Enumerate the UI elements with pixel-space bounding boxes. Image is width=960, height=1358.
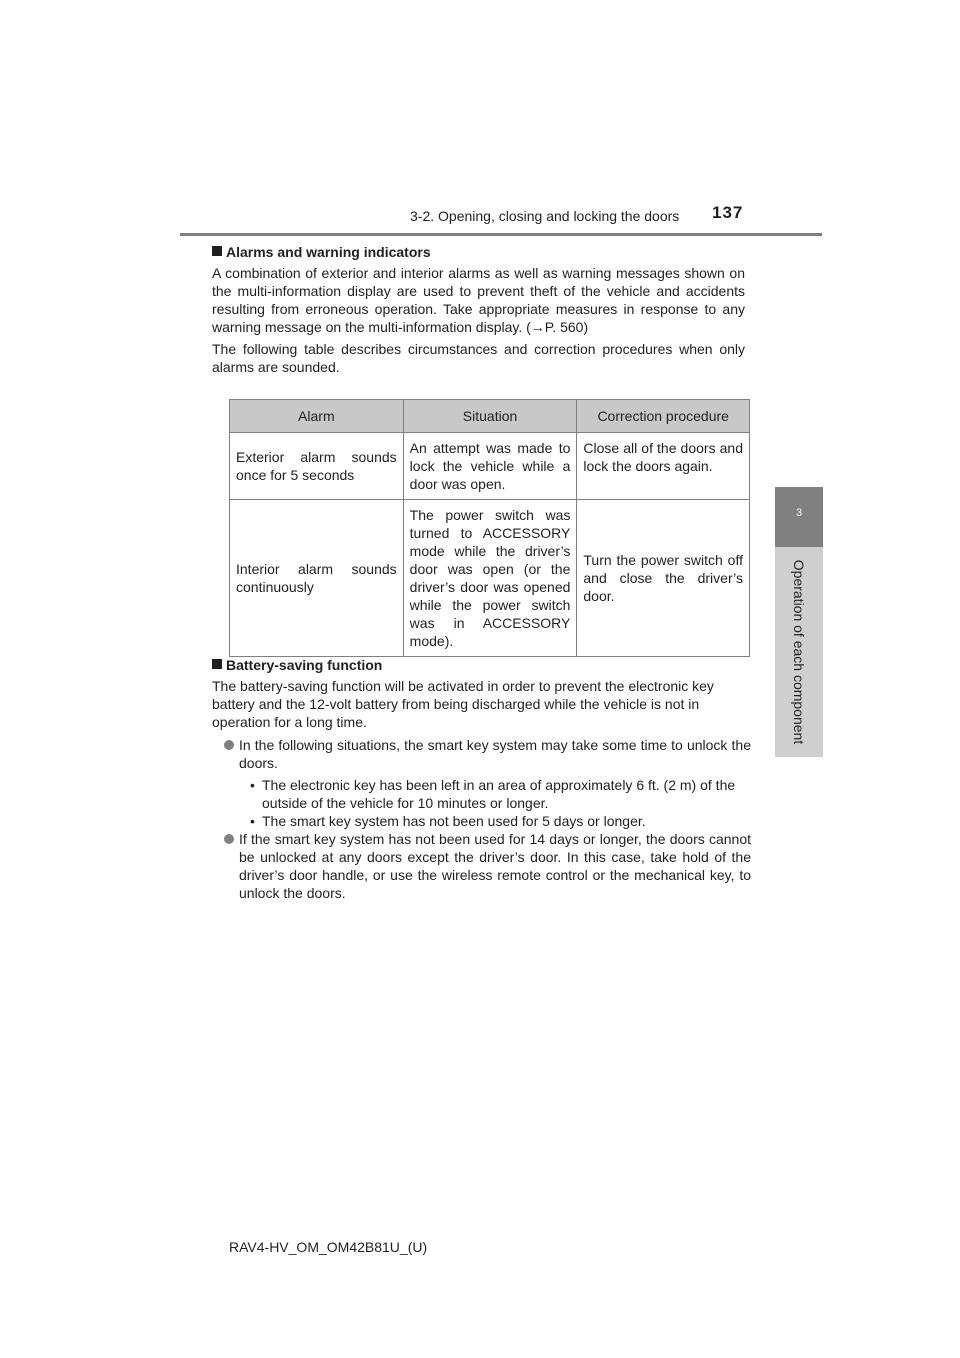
battery-intro: [212, 677, 732, 731]
table-row: [230, 433, 750, 500]
alarms-text: [212, 264, 745, 376]
chapter-tab-number: 3: [796, 507, 803, 519]
table-cell: An attempt was made to lock the vehicle while a door was open.: [403, 433, 577, 500]
table-header-situation: Situation: [403, 400, 577, 433]
sub-list-item: [250, 812, 745, 830]
table-cell: The power switch was turned to ACCESSORY mode while the driver’s door was open (or the driver’s door was opened while the power switch was in ACCESSORY mode).: [403, 500, 577, 657]
alarms-heading-text: Alarms and warning indicators: [226, 244, 431, 260]
alarm-table: [229, 399, 750, 657]
small-bullet-icon: •: [250, 777, 255, 793]
alarms-paragraph-1: A combination of exterior and interior alarms as well as warning messages shown on the multi-information display are used to prevent theft of the vehicle and accidents resulting from erroneous operation. Take appropriate measures in response to any warning message on the multi-information display. (→P. 560): [212, 265, 745, 335]
chapter-tab-label: Operation of each component: [791, 559, 807, 745]
list-item-text: In the following situations, the smart key system may take some time to unlock the doors.: [239, 737, 751, 771]
battery-heading-text: Battery-saving function: [226, 657, 383, 673]
sub-list-item-text: The electronic key has been left in an area of approximately 6 ft. (2 m) of the outside of the vehicle for 10 minutes or longer.: [262, 777, 736, 811]
document-code: RAV4-HV_OM_OM42B81U_(U): [229, 1239, 428, 1255]
alarms-paragraph-2: The following table describes circumstances and correction procedures when only alarms are sounded.: [212, 341, 745, 375]
table-cell: Interior alarm sounds continuously: [230, 500, 404, 657]
table-cell: Turn the power switch off and close the driver’s door.: [577, 500, 750, 657]
page-number: 137: [712, 203, 744, 222]
list-item: [224, 736, 751, 772]
list-item-text: If the smart key system has not been used for 14 days or longer, the doors cannot be unlocked at any doors except the driver’s door. In this case, take hold of the driver’s door handle, or use the wireless remote control or the mechanical key, to unlock the doors.: [239, 831, 751, 901]
square-bullet-icon: [212, 246, 222, 256]
round-bullet-icon: [224, 834, 234, 844]
square-bullet-icon: [212, 659, 222, 669]
list-item: [224, 830, 751, 902]
table-cell: Close all of the doors and lock the doors again.: [577, 433, 750, 500]
section-title: 3-2. Opening, closing and locking the doors: [410, 208, 680, 224]
battery-paragraph: The battery-saving function will be activated in order to prevent the electronic key battery and the 12-volt battery from being discharged while the vehicle is not in operation for a long time.: [212, 678, 714, 730]
round-bullet-icon: [224, 740, 234, 750]
small-bullet-icon: •: [250, 813, 255, 829]
table-header-correction: Correction procedure: [577, 400, 750, 433]
table-header-row: [230, 400, 750, 433]
header-divider: [180, 233, 822, 236]
table-header-alarm: Alarm: [230, 400, 404, 433]
sub-list-item-text: The smart key system has not been used for 5 days or longer.: [262, 813, 646, 829]
table-row: [230, 500, 750, 657]
sub-list-item: [250, 776, 745, 812]
table-cell: Exterior alarm sounds once for 5 seconds: [230, 433, 404, 500]
